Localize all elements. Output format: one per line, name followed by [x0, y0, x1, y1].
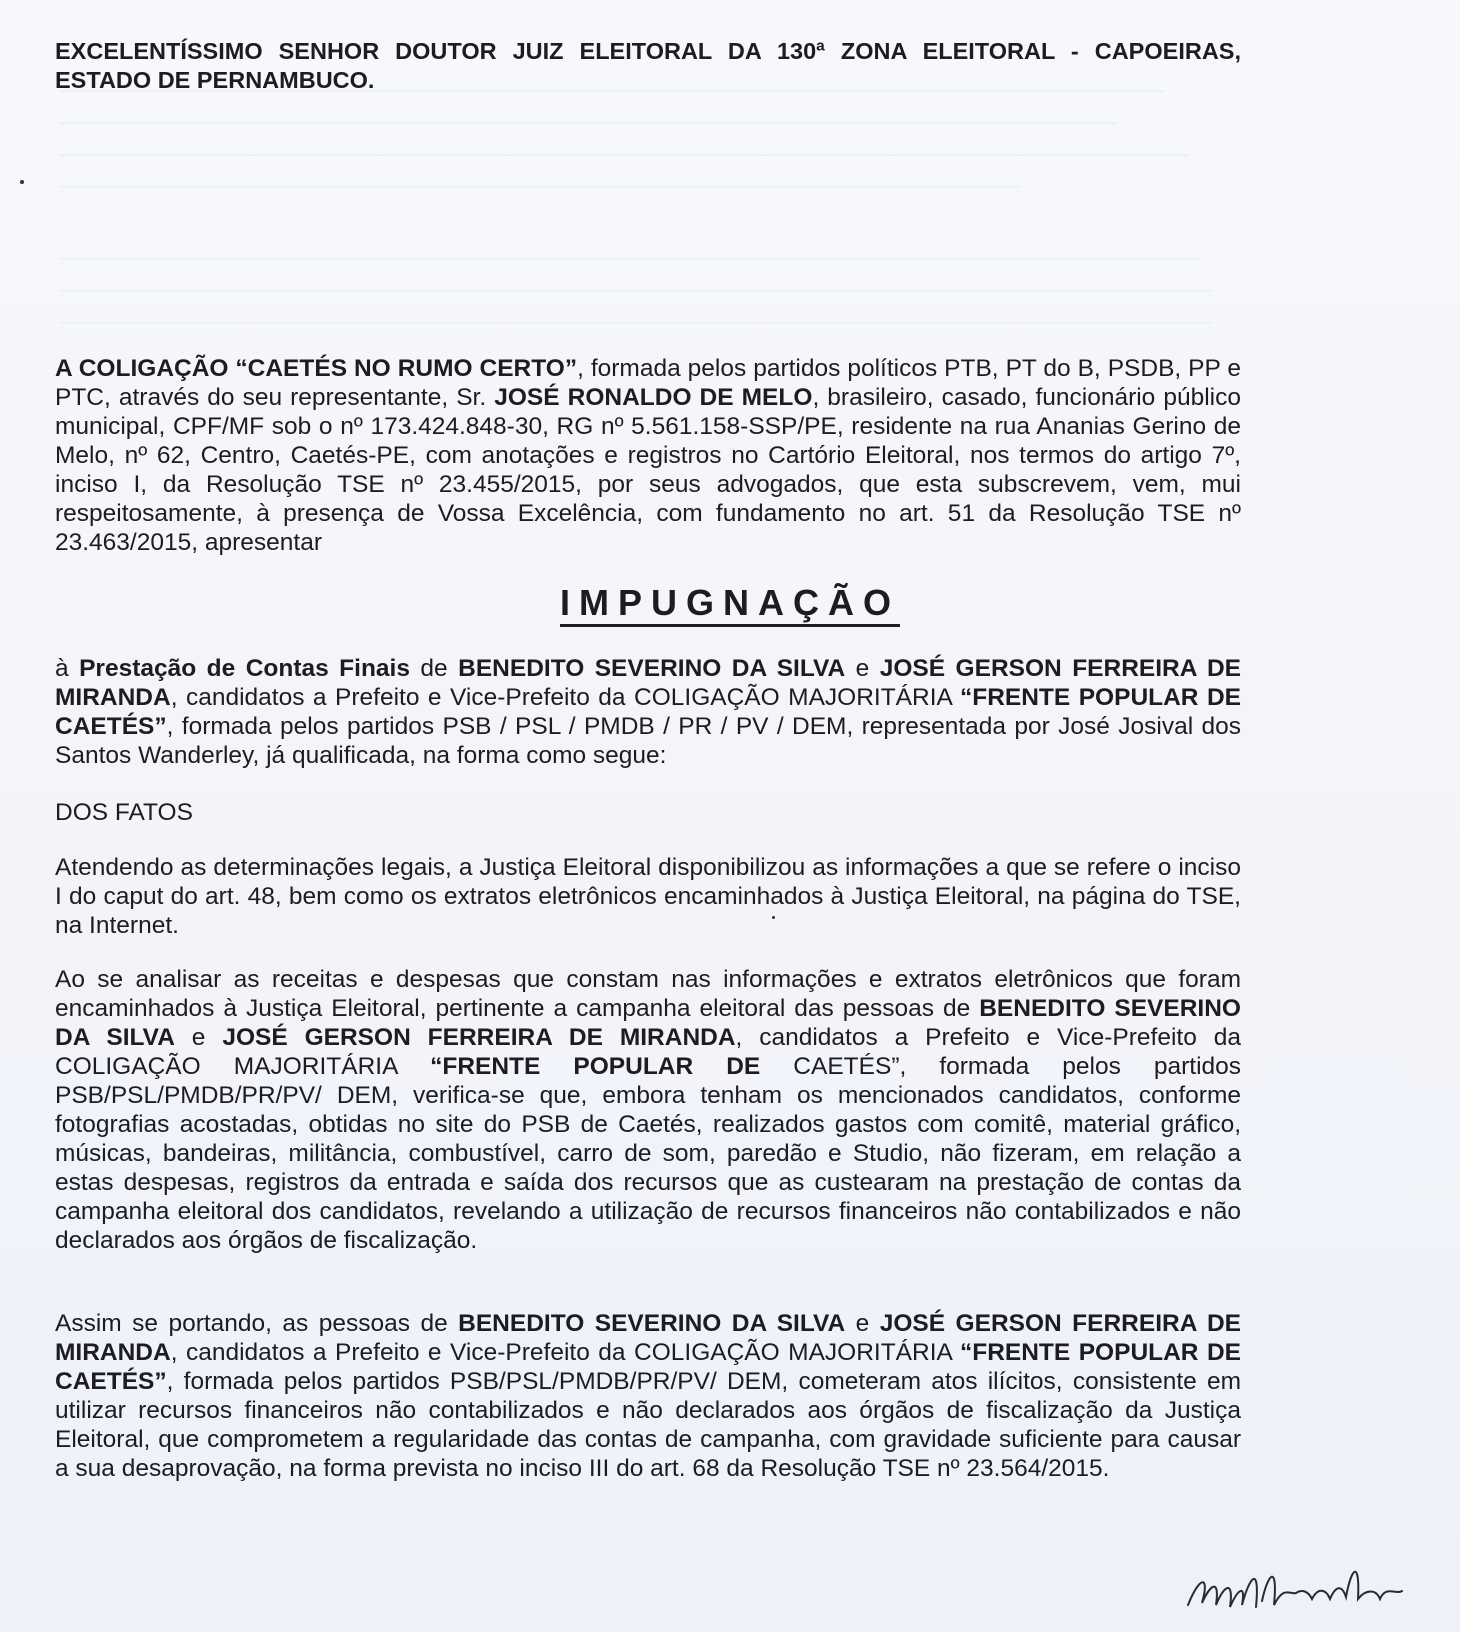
- section-heading: DOS FATOS: [55, 799, 193, 826]
- impugnation-object-paragraph: à Prestação de Contas Finais de BENEDITO SEVERINO DA SILVA e JOSÉ GERSON FERREIRA DE MIRANDA, candidatos a Prefeito e Vice-Prefeito da COLIGAÇÃO MAJORITÁRIA “FRENTE POPULAR DE CAETÉS”, formada pelos partidos PSB / PSL / PMDB / PR / PV / DEM, representada por José Josival dos Santos Wanderley, já qualificada, na forma como segue:: [55, 655, 1241, 769]
- facts-paragraph-1: Atendendo as determinações legais, a Justiça Eleitoral disponibilizou as informações a que se refere o inciso I do caput do art. 48, bem como os extratos eletrônicos encaminhados à Justiça Eleitoral, na página do TSE, na Internet.: [55, 854, 1241, 939]
- handwritten-signature: [1180, 1555, 1440, 1625]
- facts-paragraph-3: Assim se portando, as pessoas de BENEDITO SEVERINO DA SILVA e JOSÉ GERSON FERREIRA DE MIRANDA, candidatos a Prefeito e Vice-Prefeito da COLIGAÇÃO MAJORITÁRIA “FRENTE POPULAR DE CAETÉS”, formada pelos partidos PSB/PSL/PMDB/PR/PV/ DEM, cometeram atos ilícitos, consistente em utilizar recursos financeiros não contabilizados e não declarados aos órgãos de fiscalização da Justiça Eleitoral, que comprometem a regularidade das contas de campanha, com gravidade suficiente para causar a sua desaprovação, na forma prevista no inciso III do art. 68 da Resolução TSE nº 23.564/2015.: [55, 1310, 1241, 1482]
- representative-name: JOSÉ RONALDO DE MELO: [494, 384, 813, 411]
- document-title: IMPUGNAÇÃO: [0, 582, 1460, 624]
- intro-paragraph: A COLIGAÇÃO “CAETÉS NO RUMO CERTO”, formada pelos partidos políticos PTB, PT do B, PSDB, PP e PTC, através do seu representante, Sr. JOSÉ RONALDO DE MELO, brasileiro, casado, funcionário público municipal, CPF/MF sob o nº 173.424.848-30, RG nº 5.561.158-SSP/PE, residente na rua Ananias Gerino de Melo, nº 62, Centro, Caetés-PE, com anotações e registros no Cartório Eleitoral, nos termos do artigo 7º, inciso I, da Resolução TSE nº 23.455/2015, por seus advogados, que esta subscrevem, vem, mui respeitosamente, à presença de Vossa Excelência, com fundamento no art. 51 da Resolução TSE nº 23.463/2015, apresentar: [55, 355, 1241, 556]
- speck: [20, 180, 24, 184]
- facts-paragraph-2: Ao se analisar as receitas e despesas que constam nas informações e extratos eletrônicos que foram encaminhados à Justiça Eleitoral, pertinente a campanha eleitoral das pessoas de BENEDITO SEVERINO DA SILVA e JOSÉ GERSON FERREIRA DE MIRANDA, candidatos a Prefeito e Vice-Prefeito da COLIGAÇÃO MAJORITÁRIA “FRENTE POPULAR DE CAETÉS”, formada pelos partidos PSB/PSL/PMDB/PR/PV/ DEM, verifica-se que, embora tenham os mencionados candidatos, conforme fotografias acostadas, obtidas no site do PSB de Caetés, realizados gastos com comitê, material gráfico, músicas, bandeiras, militância, combustível, carro de som, paredão e Studio, não fizeram, em relação a estas despesas, registros da entrada e saída dos recursos que as custearam na prestação de contas da campanha eleitoral dos candidatos, revelando a utilização de recursos financeiros não contabilizados e não declarados aos órgãos de fiscalização.: [55, 966, 1242, 1254]
- coalition-name: A COLIGAÇÃO “CAETÉS NO RUMO CERTO”: [55, 355, 578, 382]
- addressee-header: EXCELENTÍSSIMO SENHOR DOUTOR JUIZ ELEITORAL DA 130ª ZONA ELEITORAL - CAPOEIRAS, ESTADO DE PERNAMBUCO.: [55, 38, 1241, 93]
